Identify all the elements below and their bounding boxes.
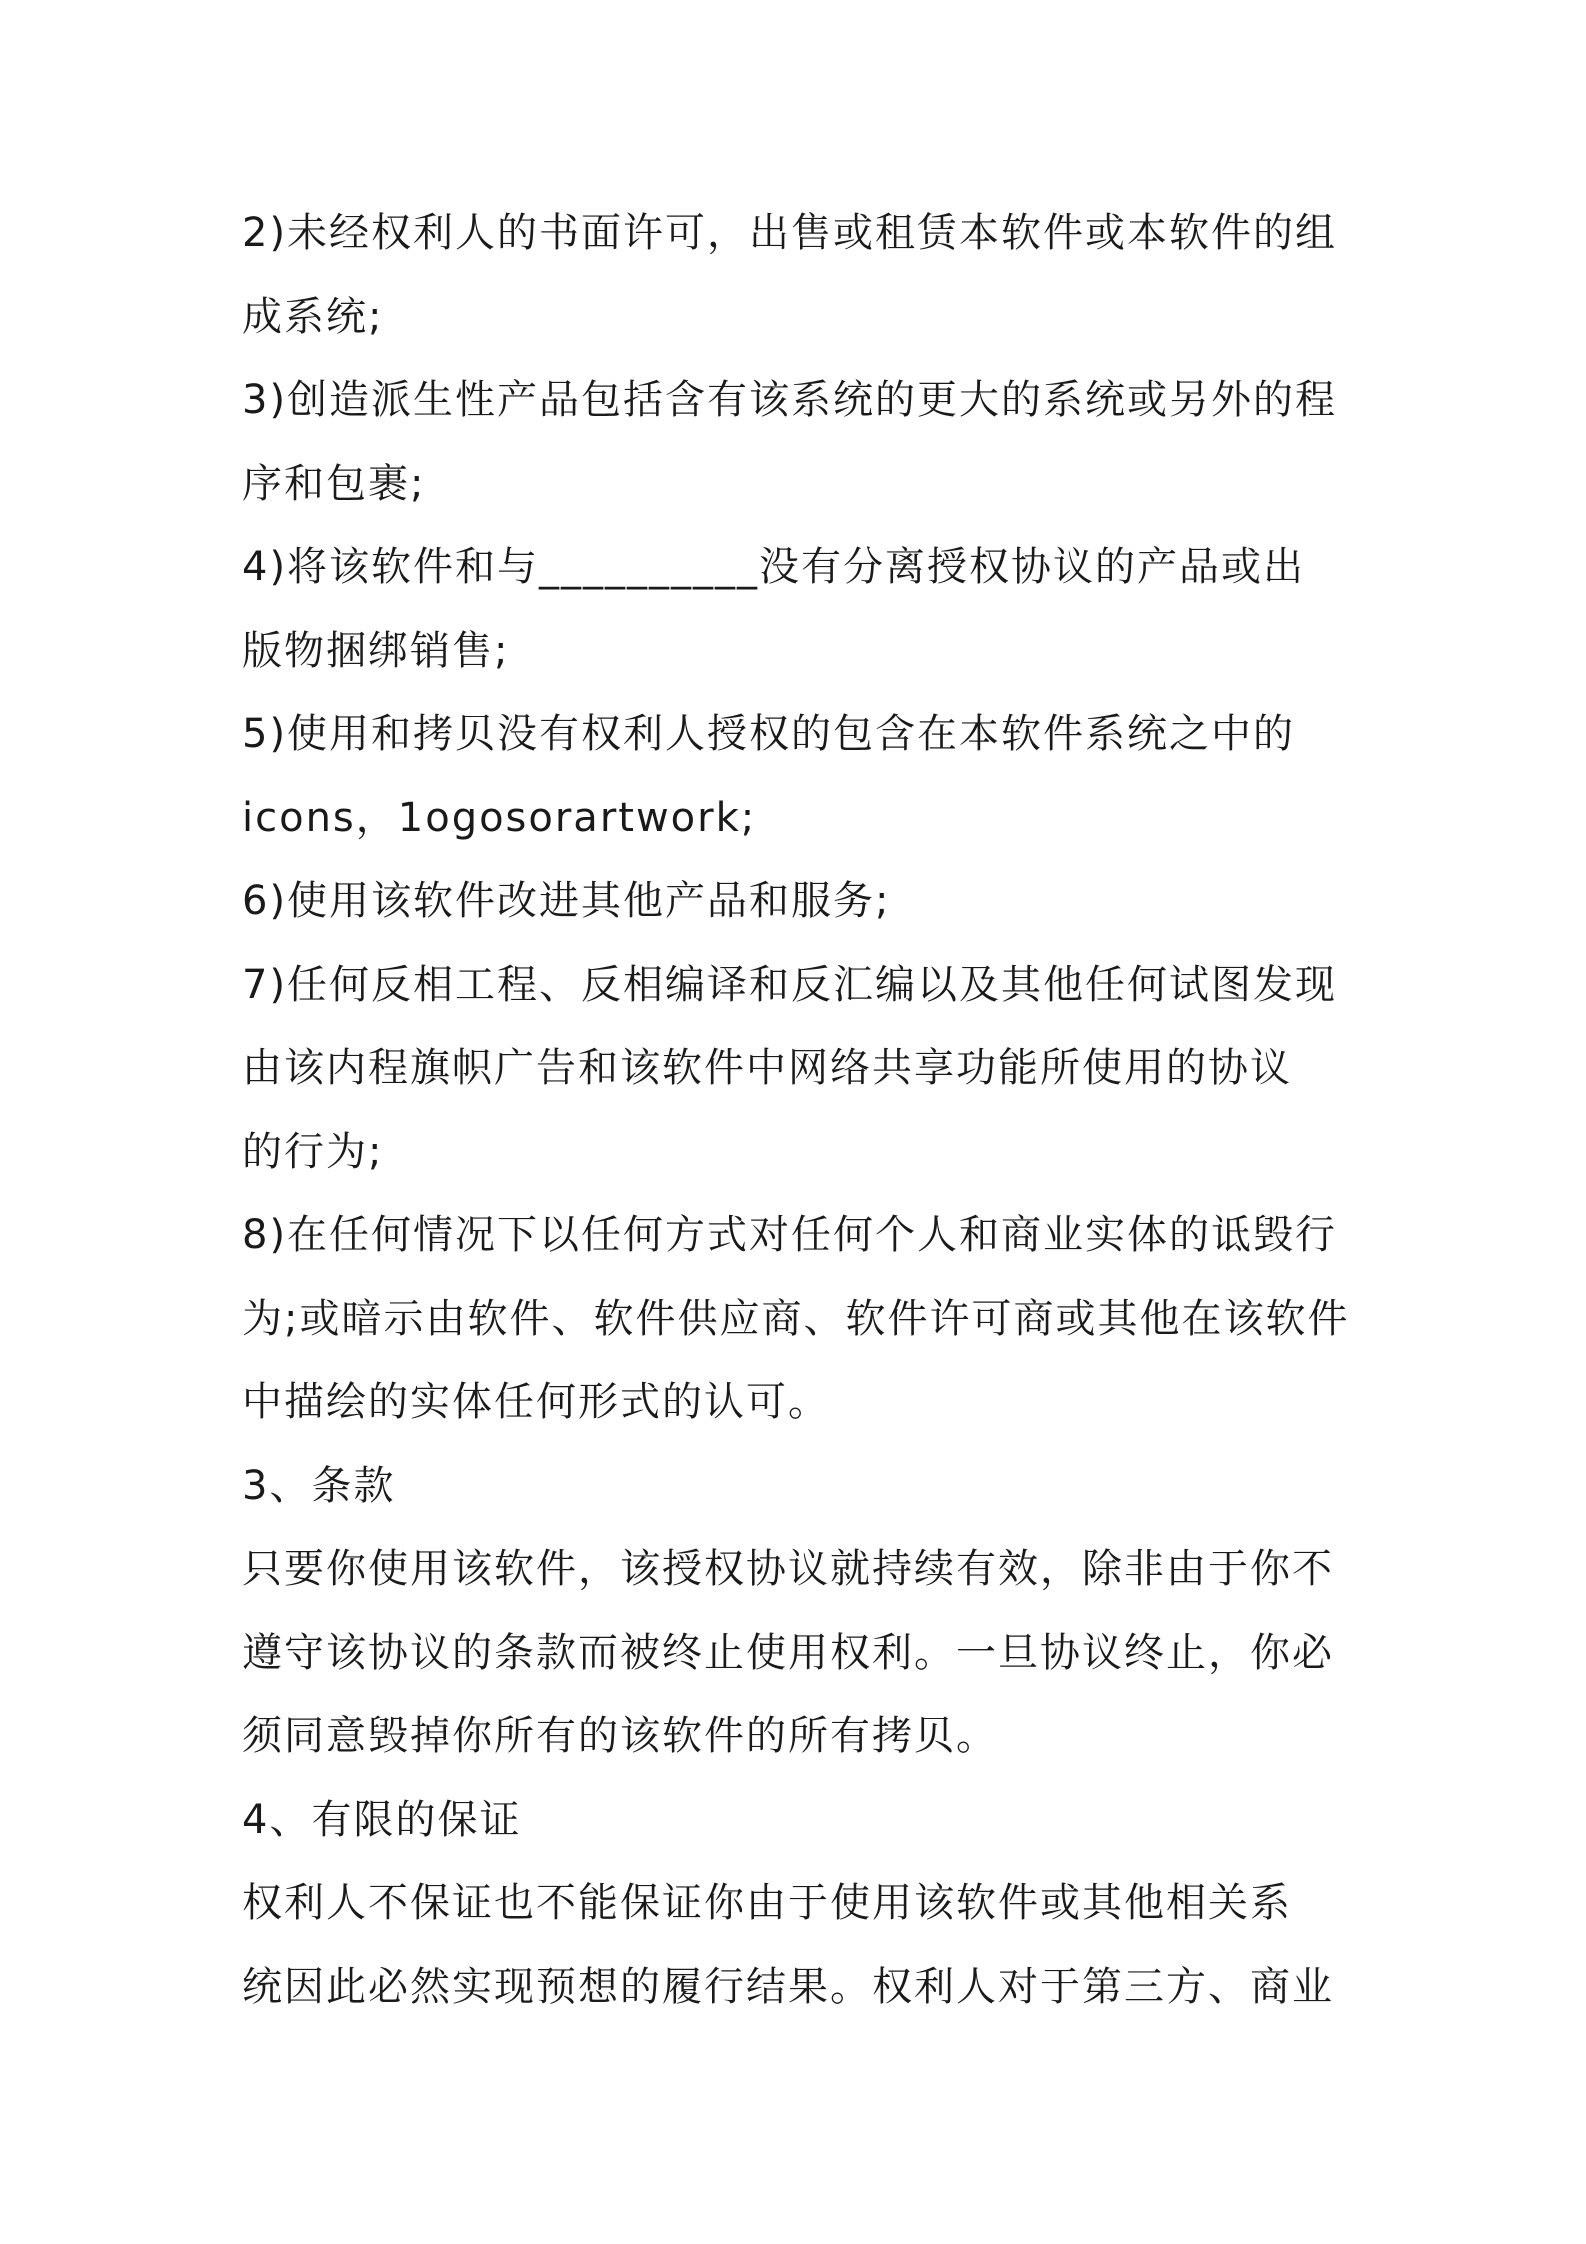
text-line: 序和包裹; [242,460,426,507]
text-line: 须同意毁掉你所有的该软件的所有拷贝。 [242,1713,998,1759]
text-line: 遵守该协议的条款而被终止使用权利。一旦协议终止，你必 [242,1629,1334,1676]
section-heading: 4、有限的保证 [242,1796,522,1843]
text-line: 8)在任何情况下以任何方式对任何个人和商业实体的诋毁行 [242,1212,1338,1258]
text-line: 为;或暗示由软件、软件供应商、软件许可商或其他在该软件 [242,1295,1350,1342]
text-line: 4)将该软件和与__________没有分离授权协议的产品或出 [242,544,1306,590]
text-line: 5)使用和拷贝没有权利人授权的包含在本软件系统之中的 [242,711,1296,757]
text-line: 7)任何反相工程、反相编译和反汇编以及其他任何试图发现 [242,961,1338,1008]
text-line: 的行为; [242,1128,384,1175]
text-line: 成系统; [242,293,384,340]
text-line: 统因此必然实现预想的履行结果。权利人对于第三方、商业 [242,1963,1334,2010]
text-line: 只要你使用该软件，该授权协议就持续有效，除非由于你不 [242,1546,1334,1592]
section-heading: 3、条款 [242,1462,396,1509]
text-line: 2)未经权利人的书面许可，出售或租赁本软件或本软件的组 [242,210,1338,256]
text-line: 6)使用该软件改进其他产品和服务; [242,878,891,924]
text-line: icons，1ogosorartwork; [242,794,757,841]
text-line: 中描绘的实体任何形式的认可。 [242,1379,830,1425]
text-line: 由该内程旗帜广告和该软件中网络共享功能所使用的协议 [242,1045,1292,1091]
text-line: 3)创造派生性产品包括含有该系统的更大的系统或另外的程 [242,377,1338,423]
document-body [242,192,1362,2029]
text-line: 版物捆绑销售; [242,627,510,674]
text-line: 权利人不保证也不能保证你由于使用该软件或其他相关系 [242,1880,1292,1926]
